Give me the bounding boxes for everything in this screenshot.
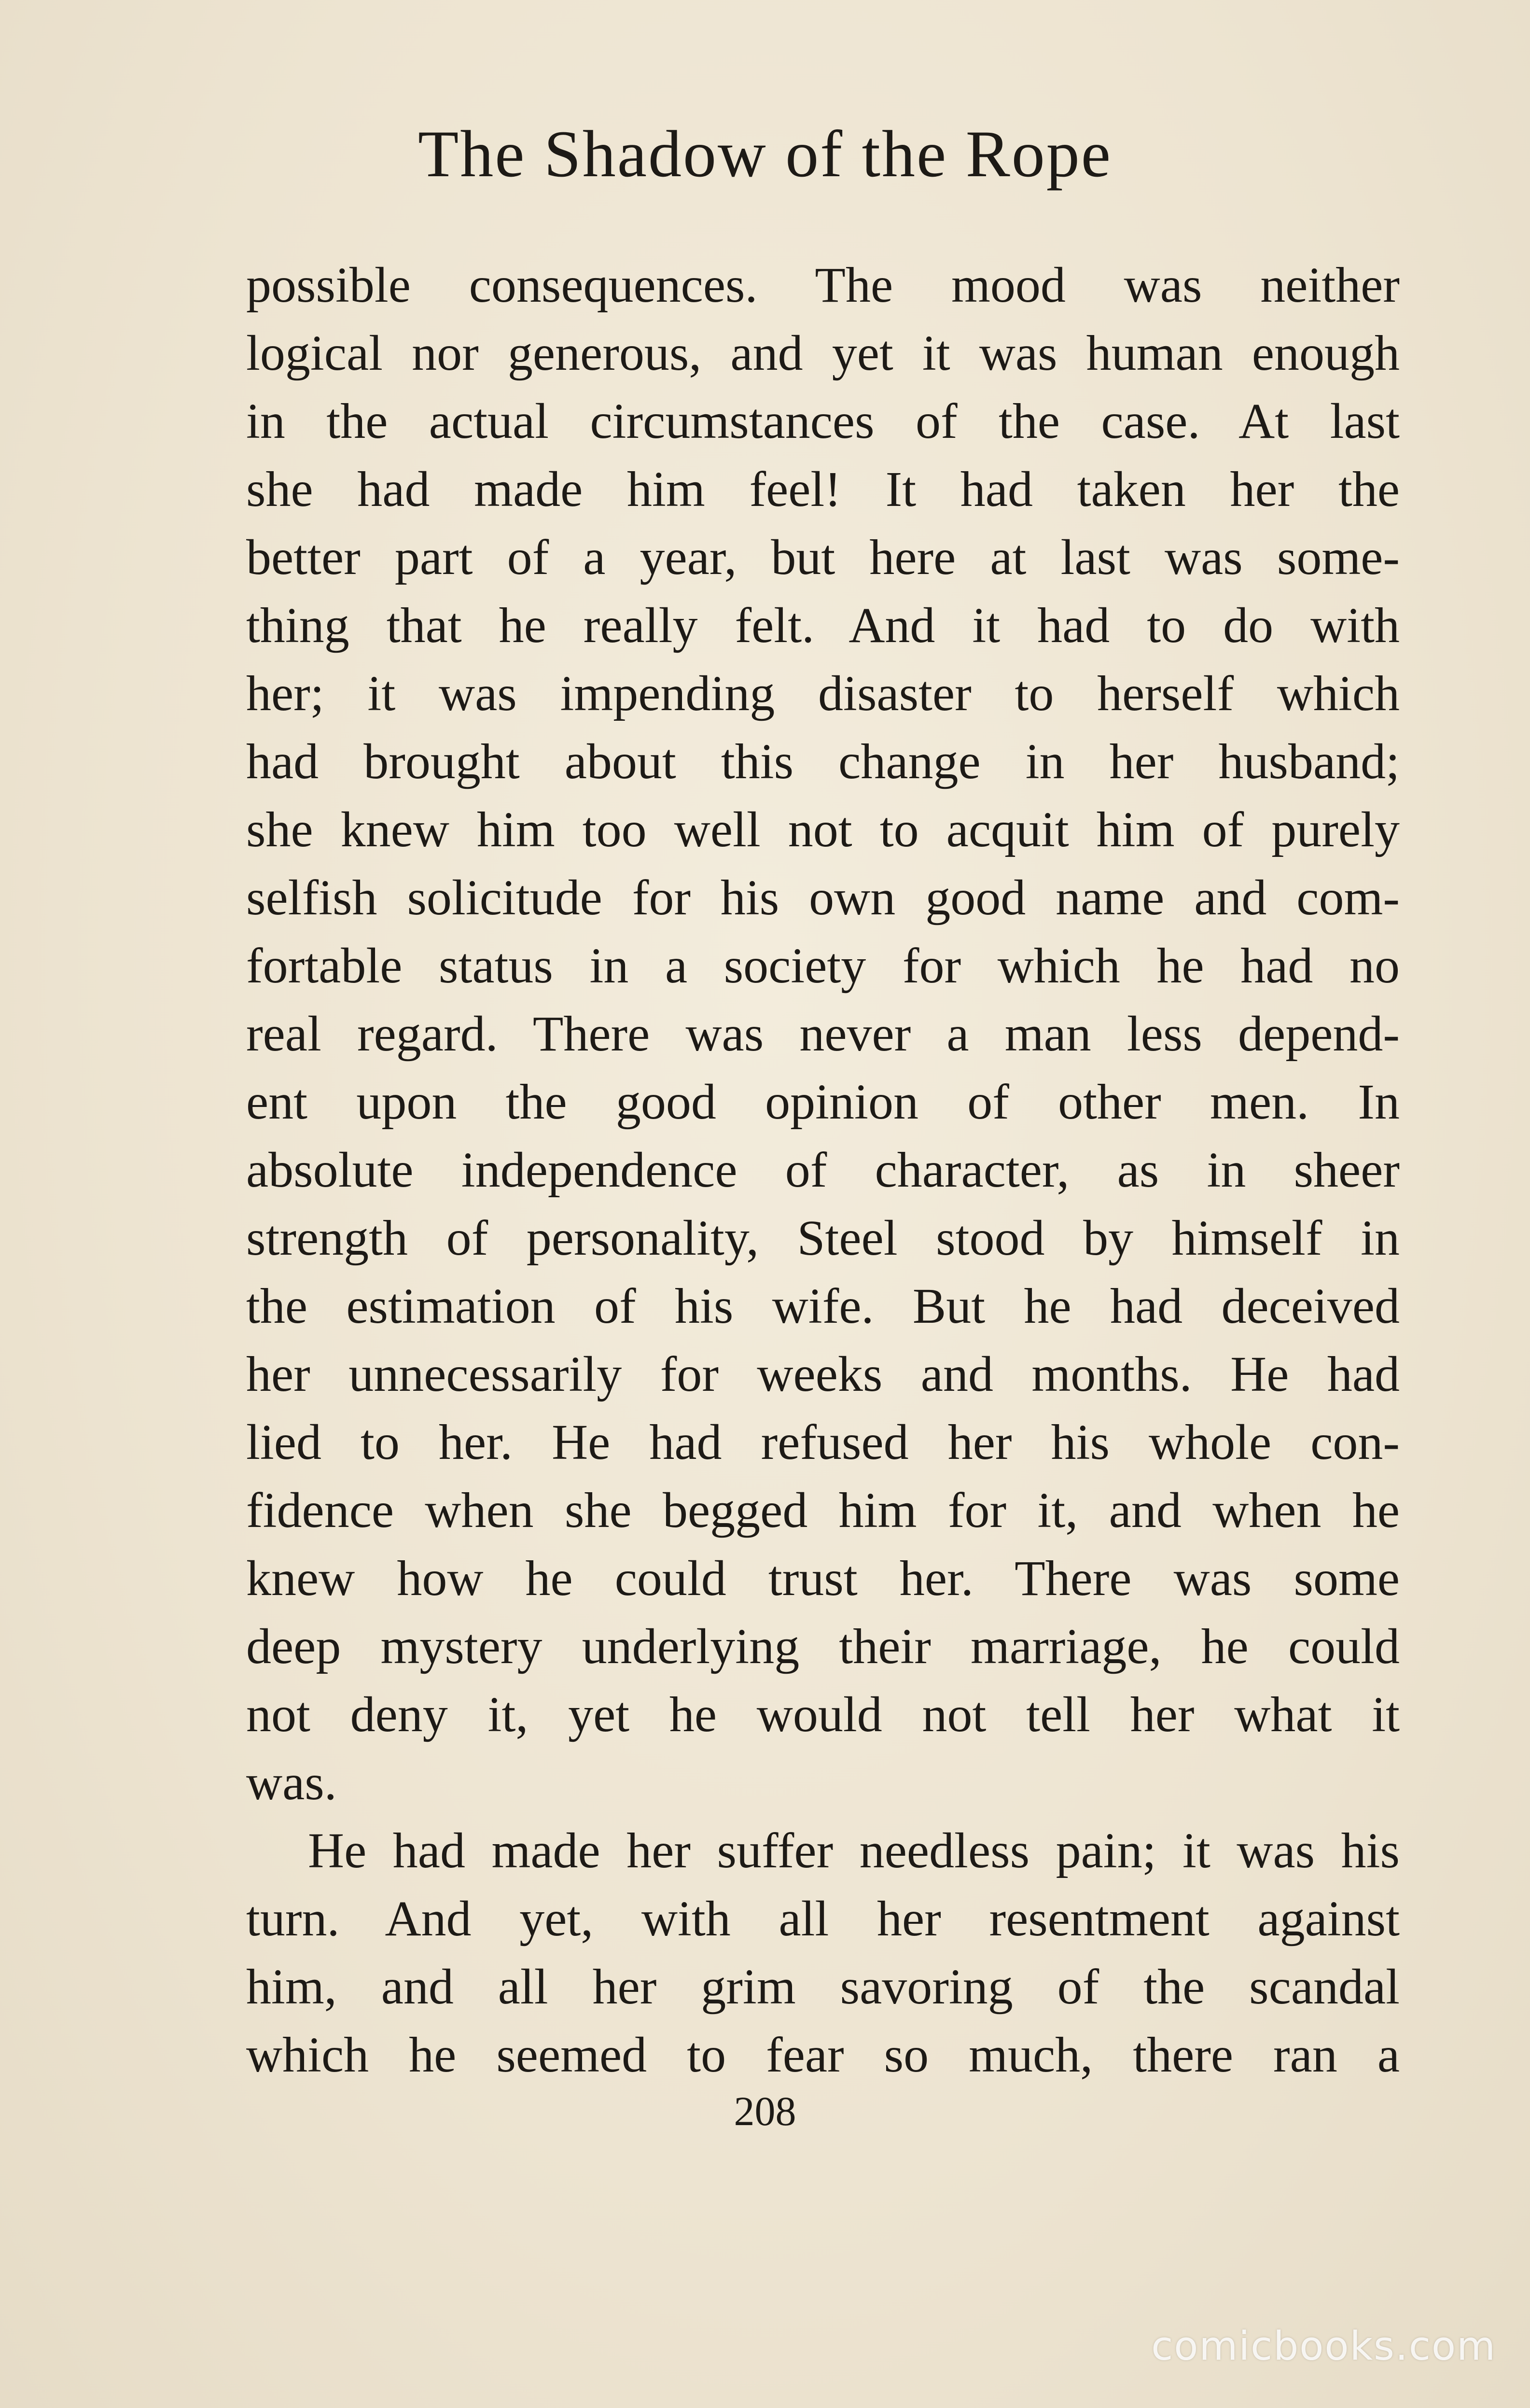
watermark-logo: comicbooks.com [1151,2324,1496,2369]
text-line: the estimation of his wife. But he had deceived [246,1278,1400,1334]
paragraph-2 [246,1817,1400,2089]
text-line: in the actual circumstances of the case. At last [246,393,1400,449]
paragraph-1 [246,251,1400,1817]
text-line: possible consequences. The mood was neither [246,257,1400,313]
text-line: knew how he could trust her. There was some [246,1551,1400,1606]
text-line: had brought about this change in her husband; [246,734,1400,789]
text-line: him, and all her grim savoring of the scandal [246,1959,1400,2015]
body-text [246,251,1400,2089]
text-line: lied to her. He had refused her his whole con- [246,1414,1400,1470]
text-line: was. [246,1755,337,1810]
text-line: fortable status in a society for which he had no [246,938,1400,994]
text-line: she had made him feel! It had taken her the [246,462,1400,517]
text-line: her unnecessarily for weeks and months. He had [246,1346,1400,1402]
text-line: deep mystery underlying their marriage, he could [246,1619,1400,1674]
text-line: better part of a year, but here at last was some- [246,530,1400,585]
text-line: turn. And yet, with all her resentment against [246,1891,1400,1946]
running-head-title: The Shadow of the Rope [417,117,1113,191]
page-number: 208 [734,2088,796,2134]
text-line: she knew him too well not to acquit him of purely [246,802,1400,857]
text-line: thing that he really felt. And it had to do with [246,598,1400,653]
text-line: He had made her suffer needless pain; it was his [308,1823,1400,1878]
text-line: real regard. There was never a man less depend- [246,1006,1400,1062]
text-line: her; it was impending disaster to herself which [246,666,1400,721]
text-line: selfish solicitude for his own good name and com- [246,870,1400,925]
text-line: absolute independence of character, as in sheer [246,1142,1400,1198]
text-line: ent upon the good opinion of other men. In [246,1074,1400,1130]
text-line: which he seemed to fear so much, there ran a [246,2027,1400,2083]
text-line: not deny it, yet he would not tell her what it [246,1687,1400,1742]
text-line: fidence when she begged him for it, and when he [246,1483,1400,1538]
text-line: logical nor generous, and yet it was human enough [246,325,1400,381]
text-line: strength of personality, Steel stood by himself in [246,1210,1400,1266]
